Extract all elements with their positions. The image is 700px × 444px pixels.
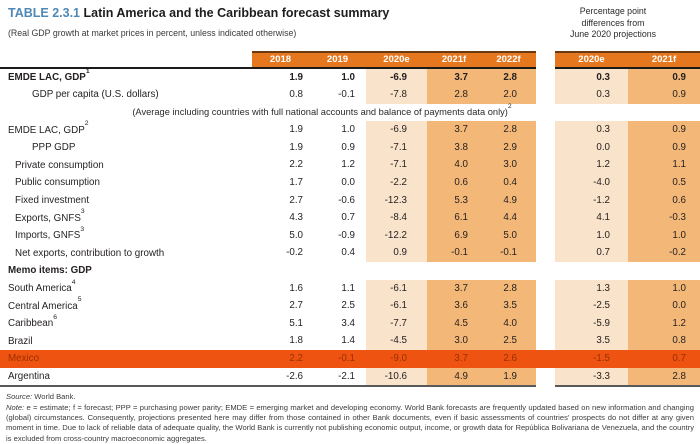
diff-cell-2020e: -4.0 [555,174,628,192]
bottom-rule-main [0,385,536,387]
note-paragraph [6,403,694,443]
col-header-2018: 2018 [269,54,292,65]
diff-cell-2021f: 0.6 [628,192,700,210]
row-label: Argentina [8,370,50,382]
row-label: GDP per capita (U.S. dollars) [32,89,159,101]
cell-2020e: -6.1 [366,280,427,298]
block-gap [536,332,555,350]
cell-2019: 0.4 [341,247,355,259]
note-text: e = estimate; f = forecast; PPP = purchasing power parity; EMDE = emerging market and developing economy. World Bank forecasts are frequently updated based on new information and changing (global) circumstances. Consequently, projections presented here may differ from those contained in other Bank documents, even if basic assessments of countries’ prospects do not differ at any given moment in time. Due to lack of reliable data of adequate quality, the World Bank is currently not publishing economic output, income, or growth data for República Bolivariana de Venezuela, and the country is excluded from cross-country macroeconomic aggregates. [6,403,694,443]
table-row [0,350,700,368]
diff-cell-2021f: -0.2 [628,244,700,262]
cell-2021f: 3.7 [427,69,481,87]
cell-2020e: -8.4 [366,209,427,227]
cell-2021f: 6.9 [427,227,481,245]
diff-cell-2020e: 1.2 [555,156,628,174]
cell-2022f: 1.9 [481,368,536,386]
diff-cell-2021f: 0.9 [628,86,700,104]
cell-2021f: 3.7 [427,121,481,139]
cell-2020e: -6.1 [366,297,427,315]
cell-2018 [252,262,309,280]
cell-2020e: 0.9 [366,244,427,262]
cell-2020e: -12.3 [366,192,427,210]
block-gap [536,262,555,280]
col-header-2021f: 2021f [441,54,467,65]
diff-caption-line: June 2020 projections [569,29,657,40]
block-gap [536,192,555,210]
bottom-rule [0,385,700,387]
spanning-note-row [0,104,700,122]
diff-cell-2021f: 1.0 [628,280,700,298]
diff-cell-2020e: 0.3 [555,69,628,87]
cell-2019 [309,262,366,280]
cell-2019: 1.4 [341,335,355,347]
cell-2021f [427,262,481,280]
cell-2022f: 2.6 [503,353,517,364]
table-row [0,192,700,210]
row-label: Brazil [8,335,33,347]
forecast-table [0,51,700,387]
cell-2020e: -2.2 [366,174,427,192]
diff-caption-line: Percentage point [579,6,647,16]
cell-2022f: 2.0 [481,86,536,104]
block-gap [536,244,555,262]
cell-2021f: 4.5 [427,315,481,333]
table-row [0,280,700,298]
diff-cell-2020e: 1.3 [555,280,628,298]
diff-cell-2020e [555,262,628,280]
bottom-rule-diff [555,385,700,387]
cell-2019: -0.1 [338,353,355,364]
table-row [0,315,700,333]
cell-2020e: -6.9 [366,69,427,87]
cell-2019: -2.1 [338,370,355,382]
diff-columns-caption [530,6,696,41]
cell-2019: -0.1 [338,89,355,101]
row-label: Caribbean$^6$ [8,313,57,330]
cell-2020e: -7.8 [366,86,427,104]
diff-cell-2021f: 0.9 [628,121,700,139]
block-gap [536,368,555,386]
note-label: Note: [6,403,25,413]
diff-cell-2021f: 0.9 [628,139,700,157]
diff-header-2021f: 2021f [651,54,677,65]
cell-2018: 1.9 [289,141,303,153]
diff-cell-2020e: -5.9 [555,315,628,333]
diff-years-header [555,51,700,67]
diff-cell-2020e: 0.0 [555,139,628,157]
cell-2022f: 2.9 [481,139,536,157]
table-title: Latin America and the Caribbean forecast summary [83,6,390,20]
cell-2022f: 2.8 [481,121,536,139]
diff-cell-2021f: 1.1 [628,156,700,174]
cell-2019: 0.9 [341,141,355,153]
cell-2020e: -6.9 [366,121,427,139]
cell-2018: 2.2 [289,353,303,364]
section-header-row [0,262,700,280]
cell-2022f: 2.8 [481,280,536,298]
diff-cell-2021f [628,262,700,280]
cell-2018: 2.2 [289,159,303,171]
row-label: EMDE LAC, GDP$^2$ [8,120,89,136]
row-label: EMDE LAC, GDP$^1$ [8,67,90,83]
cell-2022f: 4.4 [481,209,536,227]
cell-2020e: -9.0 [390,353,407,364]
table-row [0,209,700,227]
cell-2019: -0.6 [338,194,355,206]
cell-2019: 1.0 [341,124,355,136]
block-gap [536,315,555,333]
cell-2020e: -10.6 [366,368,427,386]
block-gap [536,209,555,227]
diff-cell-2020e: -2.5 [555,297,628,315]
cell-2021f: 3.8 [427,139,481,157]
note-row-text: (Average including countries with full national accounts and balance of payments data only)$^2$ [132,103,512,118]
row-label: PPP GDP [32,142,76,154]
row-label: Net exports, contribution to growth [15,247,165,259]
cell-2018: 2.7 [289,300,303,312]
diff-cell-2020e: 1.0 [555,227,628,245]
table-row [0,174,700,192]
table-header [0,0,700,51]
cell-2020e: -7.1 [366,139,427,157]
cell-2019: 2.5 [341,300,355,312]
cell-2021f: 2.8 [427,86,481,104]
cell-2021f: 6.1 [427,209,481,227]
diff-cell-2021f: 2.8 [628,368,700,386]
cell-2019: -0.9 [338,229,355,241]
label-column-spacer [0,51,252,67]
cell-2019: 0.7 [341,212,355,224]
cell-2020e: -4.5 [366,332,427,350]
table-row [0,69,700,87]
cell-2021f: 4.9 [427,368,481,386]
cell-2018: 5.1 [289,317,303,329]
cell-2022f: 2.8 [481,69,536,87]
diff-cell-2020e: 4.1 [555,209,628,227]
table-number: TABLE 2.3.1 [8,6,81,20]
cell-2021f: 3.6 [427,297,481,315]
diff-cell-2020e: 0.7 [555,244,628,262]
table-row [0,227,700,245]
cell-2020e: -12.2 [366,227,427,245]
cell-2018: 1.6 [289,282,303,294]
row-label: Private consumption [15,159,104,171]
cell-2018: 1.9 [289,71,303,83]
diff-cell-2021f: 0.0 [628,297,700,315]
cell-2018: -2.6 [286,370,303,382]
block-gap [536,51,555,67]
table-subtitle: (Real GDP growth at market prices in percent, unless indicated otherwise) [8,28,297,38]
block-gap [536,227,555,245]
cell-2019: 1.1 [341,282,355,294]
diff-cell-2020e: 3.5 [555,332,628,350]
cell-2018: 1.8 [289,335,303,347]
diff-cell-2021f: 0.7 [672,353,686,364]
diff-caption-line: differences from [581,17,645,28]
cell-2021f: 3.0 [427,332,481,350]
block-gap [536,350,555,368]
row-label: Imports, GNFS$^3$ [15,225,85,242]
cell-2022f: 4.0 [481,315,536,333]
row-label: Memo items: GDP [8,265,92,277]
diff-cell-2021f: 0.9 [628,69,700,87]
cell-2022f: 5.0 [481,227,536,245]
row-label: Central America$^5$ [8,296,82,312]
table-row [0,139,700,157]
block-gap [536,86,555,104]
diff-cell-2020e: -1.5 [593,353,610,364]
diff-cell-2020e: 0.3 [555,121,628,139]
diff-cell-2020e: -1.2 [555,192,628,210]
cell-2021f: -0.1 [427,244,481,262]
cell-2020e [366,262,427,280]
cell-2022f: 3.0 [481,156,536,174]
cell-2019: 1.2 [341,159,355,171]
table-row [0,297,700,315]
row-label: Public consumption [15,177,100,189]
cell-2020e: -7.7 [366,315,427,333]
table-row [0,86,700,104]
cell-2018: -0.2 [286,247,303,259]
source-text: World Bank. [32,392,76,402]
diff-header-2020e: 2020e [578,54,605,65]
col-header-2019: 2019 [326,54,349,65]
cell-2021f: 3.7 [454,353,468,364]
table-row [0,332,700,350]
cell-2022f [481,262,536,280]
block-gap [536,69,555,87]
table-row [0,121,700,139]
col-header-2020e: 2020e [383,54,410,65]
block-gap [536,139,555,157]
cell-2018: 0.8 [289,89,303,101]
source-line [6,392,694,402]
cell-2020e: -7.1 [366,156,427,174]
diff-cell-2020e: 0.3 [555,86,628,104]
cell-2018: 4.3 [289,212,303,224]
table-row [0,244,700,262]
cell-2019: 3.4 [341,317,355,329]
cell-2022f: 4.9 [481,192,536,210]
diff-cell-2021f: 1.2 [628,315,700,333]
row-label: Exports, GNFS$^3$ [15,208,85,224]
cell-2018: 2.7 [289,194,303,206]
block-gap [536,174,555,192]
table-body [0,69,700,386]
table-row [0,368,700,386]
cell-2019: 1.0 [341,71,355,83]
diff-cell-2021f: -0.3 [628,209,700,227]
diff-cell-2021f: 0.5 [628,174,700,192]
cell-2018: 1.9 [289,124,303,136]
table-row [0,156,700,174]
diff-cell-2020e: -3.3 [555,368,628,386]
source-label: Source: [6,392,33,402]
col-header-2022f: 2022f [496,54,521,65]
cell-2021f: 4.0 [427,156,481,174]
row-label: South America$^4$ [8,278,76,294]
diff-cell-2021f: 0.8 [628,332,700,350]
diff-cell-2021f: 1.0 [628,227,700,245]
cell-2018: 1.7 [289,177,303,189]
main-years-header [252,51,536,67]
table-footnotes [0,392,700,443]
block-gap [536,297,555,315]
cell-2018: 5.0 [289,229,303,241]
block-gap [536,156,555,174]
cell-2022f: 3.5 [481,297,536,315]
cell-2021f: 5.3 [427,192,481,210]
row-label: Mexico [8,353,40,365]
block-gap [536,280,555,298]
cell-2022f: 2.5 [481,332,536,350]
cell-2022f: -0.1 [481,244,536,262]
block-gap [536,121,555,139]
cell-2021f: 3.7 [427,280,481,298]
cell-2019: 0.0 [341,177,355,189]
page-title [8,6,389,20]
cell-2022f: 0.4 [481,174,536,192]
cell-2021f: 0.6 [427,174,481,192]
column-header-row [0,51,700,67]
row-label: Fixed investment [15,194,90,206]
